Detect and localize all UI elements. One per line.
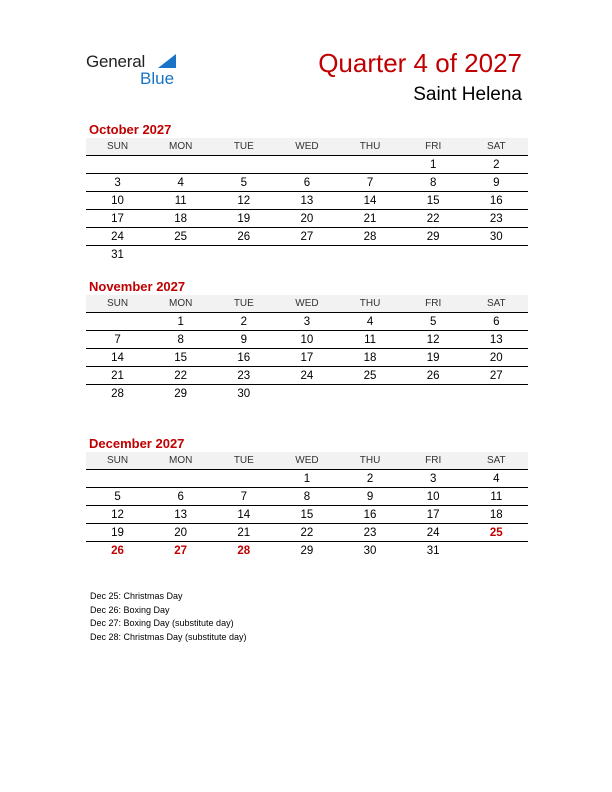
day-cell: 8	[177, 333, 184, 346]
day-cell: 4	[366, 315, 374, 328]
day-cell: 15	[426, 194, 440, 207]
day-cell: 20	[300, 212, 314, 225]
week-row	[86, 192, 528, 210]
weekday-label: SUN	[107, 141, 129, 152]
week-row	[86, 228, 528, 246]
day-cell: 5	[114, 490, 121, 503]
holiday-day-cell: 28	[237, 544, 251, 557]
day-cell: 7	[114, 333, 121, 346]
day-cell: 12	[426, 333, 440, 346]
weekday-label: MON	[169, 141, 193, 152]
weekday-label: TUE	[233, 455, 254, 466]
day-cell: 21	[237, 526, 251, 539]
day-cell: 21	[111, 369, 124, 382]
day-cell: 1	[177, 315, 184, 328]
day-cell: 27	[300, 230, 314, 243]
week-row	[86, 488, 528, 506]
day-cell: 12	[111, 508, 124, 521]
weekday-label: FRI	[425, 141, 442, 152]
logo-blue-text: Blue	[140, 69, 175, 88]
week-row	[86, 367, 528, 385]
day-cell: 6	[493, 315, 500, 328]
weekday-label: THU	[359, 298, 381, 309]
logo-triangle-icon	[158, 54, 176, 68]
weekday-label: WED	[295, 455, 319, 466]
week-row	[86, 524, 528, 542]
month-name: November 2027	[89, 279, 186, 294]
day-cell: 19	[111, 526, 124, 539]
month-name: October 2027	[89, 122, 172, 137]
day-cell: 20	[174, 526, 188, 539]
weekday-label: SAT	[486, 298, 506, 309]
weekday-header	[86, 295, 528, 313]
holiday-day-cell: 26	[111, 544, 124, 557]
weekday-label: MON	[169, 298, 193, 309]
day-cell: 26	[426, 369, 440, 382]
calendar-grid	[86, 452, 528, 559]
weekday-label: THU	[359, 455, 381, 466]
week-row	[86, 385, 528, 402]
day-cell: 22	[300, 526, 314, 539]
weekday-label: THU	[359, 141, 381, 152]
day-cell: 11	[490, 490, 503, 503]
day-cell: 23	[489, 212, 503, 225]
day-cell: 28	[111, 387, 124, 400]
day-cell: 9	[366, 490, 374, 503]
weekday-label: FRI	[425, 455, 442, 466]
day-cell: 18	[489, 508, 503, 521]
month-name: December 2027	[89, 436, 185, 451]
day-cell: 14	[237, 508, 251, 521]
day-cell: 9	[493, 176, 500, 189]
day-cell: 1	[303, 472, 311, 485]
week-row	[86, 174, 528, 192]
day-cell: 4	[493, 472, 500, 485]
page-subtitle: Saint Helena	[413, 84, 522, 105]
logo	[86, 52, 186, 92]
day-cell: 18	[363, 351, 377, 364]
day-cell: 3	[429, 472, 437, 485]
day-cell: 2	[240, 315, 248, 328]
day-cell: 27	[489, 369, 503, 382]
day-cell: 16	[237, 351, 251, 364]
day-cell: 13	[174, 508, 188, 521]
day-cell: 23	[237, 369, 251, 382]
weekday-label: WED	[295, 298, 319, 309]
logo-general-text: General	[86, 52, 146, 71]
day-cell: 19	[426, 351, 440, 364]
day-cell: 30	[363, 544, 377, 557]
day-cell: 15	[174, 351, 188, 364]
day-cell: 15	[300, 508, 314, 521]
day-cell: 11	[174, 194, 187, 207]
day-cell: 31	[111, 248, 124, 261]
day-cell: 9	[240, 333, 248, 346]
week-row	[86, 542, 528, 559]
day-cell: 16	[489, 194, 503, 207]
day-cell: 20	[489, 351, 503, 364]
page-title: Quarter 4 of 2027	[318, 48, 522, 78]
holiday-note: Dec 26: Boxing Day	[90, 604, 170, 615]
day-cell: 30	[489, 230, 503, 243]
day-cell: 22	[426, 212, 440, 225]
day-cell: 21	[363, 212, 377, 225]
weekday-label: MON	[169, 455, 193, 466]
week-row	[86, 506, 528, 524]
day-cell: 10	[426, 490, 440, 503]
calendar-grid	[86, 295, 528, 402]
month-block	[86, 279, 528, 402]
day-cell: 13	[300, 194, 314, 207]
day-cell: 29	[426, 230, 440, 243]
day-cell: 7	[366, 176, 374, 189]
day-cell: 23	[363, 526, 377, 539]
holiday-notes	[90, 590, 247, 644]
day-cell: 8	[429, 176, 437, 189]
week-row	[86, 331, 528, 349]
day-cell: 4	[177, 176, 184, 189]
day-cell: 7	[240, 490, 248, 503]
weekday-label: FRI	[425, 298, 442, 309]
day-cell: 2	[366, 472, 374, 485]
day-cell: 6	[177, 490, 184, 503]
weekday-label: SUN	[107, 298, 129, 309]
weekday-label: TUE	[233, 141, 254, 152]
day-cell: 30	[237, 387, 251, 400]
day-cell: 25	[174, 230, 188, 243]
day-cell: 3	[303, 315, 311, 328]
day-cell: 16	[363, 508, 377, 521]
weekday-header	[86, 452, 528, 470]
weekday-label: TUE	[233, 298, 254, 309]
day-cell: 28	[363, 230, 377, 243]
day-cell: 3	[114, 176, 121, 189]
day-cell: 10	[300, 333, 314, 346]
calendar-grid	[86, 138, 528, 263]
day-cell: 24	[426, 526, 440, 539]
day-cell: 17	[426, 508, 440, 521]
holiday-day-cell: 27	[174, 544, 188, 557]
day-cell: 2	[493, 158, 500, 171]
day-cell: 22	[174, 369, 188, 382]
holiday-note: Dec 28: Christmas Day (substitute day)	[90, 631, 247, 642]
weekday-label: SAT	[486, 455, 506, 466]
day-cell: 13	[489, 333, 503, 346]
day-cell: 10	[111, 194, 124, 207]
day-cell: 5	[240, 176, 248, 189]
month-block	[86, 122, 528, 263]
day-cell: 19	[237, 212, 251, 225]
day-cell: 17	[300, 351, 314, 364]
week-row	[86, 470, 528, 488]
week-row	[86, 156, 528, 174]
day-cell: 5	[429, 315, 437, 328]
day-cell: 24	[111, 230, 124, 243]
week-row	[86, 210, 528, 228]
day-cell: 6	[303, 176, 311, 189]
day-cell: 1	[429, 158, 437, 171]
day-cell: 25	[363, 369, 377, 382]
day-cell: 12	[237, 194, 251, 207]
week-row	[86, 313, 528, 331]
day-cell: 24	[300, 369, 314, 382]
month-block	[86, 436, 528, 559]
day-cell: 29	[174, 387, 188, 400]
day-cell: 18	[174, 212, 188, 225]
holiday-day-cell: 25	[489, 526, 503, 539]
day-cell: 29	[300, 544, 314, 557]
day-cell: 14	[363, 194, 377, 207]
weekday-label: SUN	[107, 455, 129, 466]
weekday-label: SAT	[486, 141, 506, 152]
holiday-note: Dec 25: Christmas Day	[90, 591, 183, 601]
weekday-header	[86, 138, 528, 156]
day-cell: 14	[111, 351, 124, 364]
day-cell: 26	[237, 230, 251, 243]
week-row	[86, 349, 528, 367]
day-cell: 17	[111, 212, 124, 225]
weekday-label: WED	[295, 141, 319, 152]
week-row	[86, 246, 528, 263]
holiday-note: Dec 27: Boxing Day (substitute day)	[90, 618, 234, 628]
day-cell: 8	[303, 490, 311, 503]
day-cell: 31	[426, 544, 440, 557]
day-cell: 11	[364, 333, 377, 346]
